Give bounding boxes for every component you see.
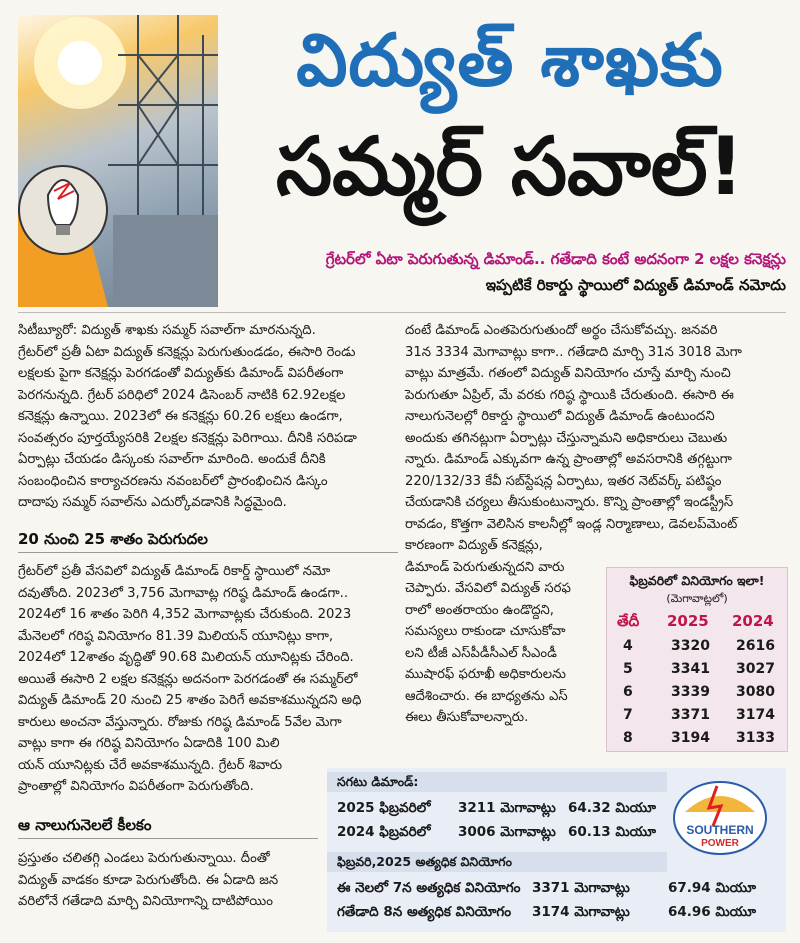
stat-mu: 64.96 మియూ [668,904,757,920]
text-line: నాలుగునెలల్లో రికార్డు స్థాయిలో విద్యుత్ డిమాండ్ ఉంటుందని [405,409,715,424]
table-cell: 3320 [671,638,710,654]
text-line: సిటీబ్యూరో: విద్యుత్ శాఖకు సమ్మర్ సవాల్‌గా మారనున్నది. [18,323,316,338]
right-paragraph-1 [405,320,786,535]
text-line: రావడం, కొత్తగా వెలిసిన కాలనీల్లో ఇండ్ల నిర్మాణాలు, డెవలప్‌మెంట్ [405,516,738,532]
text-line: పెరుగుతూ ఏప్రిల్, మే వరకు గరిష్ఠ స్థాయికి చేరుతుంది. ఈసారి ఈ [405,387,734,403]
table-cell: 2616 [736,638,775,654]
subheadline-2: ఇప్పటికే రికార్డు స్థాయిలో విద్యుత్ డిమాండ్ నమోదు [485,276,786,294]
southern-power-logo [665,778,775,858]
text-line: గ్రేటర్‌లో ప్రతీ ఏటా విద్యుత్ కనెక్షన్లు పెరుగుతుండడం, ఈసారి రెండు [18,344,356,360]
text-line: దంటే డిమాండ్ ఎంతపెరుగుతుందో అర్థం చేసుకోవచ్చు. జనవరి [405,323,718,338]
table-cell: 3194 [671,730,710,746]
text-line: దవుతోంది. 2023లో 3,756 మెగావాట్ల గరిష్ఠ డిమాండ్ ఉండగా.. [18,585,349,601]
text-line: కనెక్షన్లు ఉన్నాయి. 2023లో ఈ కనెక్షన్లు 60.26 లక్షలు ఉండగా, [18,409,343,424]
subheadline-1: గ్రేటర్‌లో ఏటా పెరుగుతున్న డిమాండ్.. గతేడాది కంటే అదనంగా 2 లక్షల కనెక్షన్లు [325,250,786,268]
text-line: 220/132/33 కేవీ సబ్‌స్టేషన్ల ఏర్పాటు, ఇతర నెట్‌వర్క్ పటిష్ఠం [405,473,722,489]
text-line: పెరగనున్నది. గ్రేటర్ పరిధిలో 2024 డిసెంబర్ నాటికి 62.92లక్షల [18,387,346,403]
stat-mw: 3174 మెగావాట్లు [532,904,630,920]
text-line: కారులు అంచనా వేస్తున్నారు. రోజుకు గరిష్ఠ డిమాండ్ 5వేల మెగా [18,714,342,730]
peak-usage-title: ఫిబ్రవరి,2025 అత్యధిక వినియోగం [327,852,667,872]
february-usage-table [606,567,788,752]
table-cell: 3027 [736,661,775,677]
text-line: ప్రస్తుతం చలితగ్గి ఎండలు పెరుగుతున్నాయి. దీంతో [18,851,270,866]
table-cell: 3174 [736,707,775,723]
stat-label: గతేడాది 8న అత్యధిక వినియోగం [337,904,512,920]
text-line: ఈలు తీసుకోవాలన్నారు. [405,710,529,725]
table-header-2025: 2025 [667,612,709,630]
text-line: వాట్లు కాగా ఈ గరిష్ఠ వినియోగం ఏడాదికి 100 మిలి [18,736,280,751]
text-line: చేయడానికి చర్యలు తీసుకుంటున్నారు. కొన్ని ప్రాంతాల్లో ఇండస్ట్రీస్ [405,495,734,510]
table-cell: 3339 [671,684,710,700]
stat-mu: 67.94 మియూ [668,880,757,896]
text-line: సమస్యలు రాకుండా చూసుకోవా [405,624,566,639]
section-underline [18,838,318,839]
table-cell: 5 [623,661,633,677]
text-line: విద్యుత్ డిమాండ్ 20 నుంచి 25 శాతం పెరిగే అవకాశమున్నదని అధి [18,693,362,708]
text-line: సంవత్సరం పూర్తయ్యేసరికి 2లక్షల కనెక్షన్లు పెరిగాయి. దీనికి సరిపడా [18,430,357,446]
headline-line2: సమ్మర్ సవాల్! [275,120,745,213]
table-cell: 4 [623,638,633,654]
text-line: 2024లో 16 శాతం పెరిగి 4,352 మెగావాట్లకు చేరుకుంది. 2023 [18,607,352,622]
table-header-date: తేదీ [617,612,640,630]
stat-mw: 3371 మెగావాట్లు [532,880,630,896]
text-line: డిమాండ్ పెరుగుతున్నదని వారు [405,559,565,575]
text-line: ఆదేశించారు. ఈ బాధ్యతను ఎస్ [405,688,568,704]
left-paragraph-1 [18,320,398,514]
logo-text-1: SOUTHERN [686,823,754,837]
text-line: 31న 3334 మెగావాట్లు కాగా.. గతేడాది మార్చి 31న 3018 మెగా [405,344,742,360]
table-cell: 6 [623,684,633,700]
text-line: లక్షలకు పైగా కనెక్షన్లు పెరగడంతో విద్యుత్‌కు డిమాండ్ విపరీతంగా [18,366,344,381]
stat-mw: 3006 మెగావాట్లు [458,824,556,840]
stat-label: 2025 ఫిబ్రవరిలో [337,800,431,816]
text-line: ముషారఫ్ ఫరూఖీ అధికారులను [405,667,566,682]
headline-line1: విద్యుత్ శాఖకు [296,18,724,102]
table-cell: 8 [623,730,633,746]
table-title: ఫిబ్రవరిలో వినియోగం ఇలా! [629,573,765,588]
stat-mu: 60.13 మియూ [568,824,657,840]
text-line: కారణంగా విద్యుత్ కనెక్షన్లు, [405,538,543,553]
table-unit: (మెగావాట్లలో) [666,592,728,605]
text-line: అందుకు తగినట్లుగా ఏర్పాట్లు చేస్తున్నామని అధికారులు చెబుతు [405,430,728,446]
table-cell: 3371 [671,707,710,723]
stat-label: ఈ నెలలో 7న అత్యధిక వినియోగం [337,880,521,896]
text-line: విద్యుత్ వాడకం కూడా పెరుగుతోంది. ఈ ఏడాది జన [18,872,279,888]
stat-mw: 3211 మెగావాట్లు [458,800,556,816]
stat-label: 2024 ఫిబ్రవరిలో [337,824,431,840]
text-line: గ్రేటర్‌లో ప్రతీ వేసవిలో విద్యుత్ డిమాండ్ రికార్డ్ స్థాయిలో నమో [18,564,331,579]
text-line: అయితే ఈసారి 2 లక్షల కనెక్షన్లు అదనంగా పెరగడంతో ఈ సమ్మర్‌లో [18,671,358,687]
section-heading-2: ఆ నాలుగునెలలే కీలకం [18,816,152,834]
table-cell: 7 [623,707,633,723]
stat-mu: 64.32 మియూ [568,800,657,816]
text-line: లని టీజీ ఎస్‌పీడీసీఎల్ సీఎండీ [405,645,557,661]
substation-photo [18,15,218,307]
right-paragraph-2 [405,535,600,729]
text-line: చెప్పారు. వేసవిలో విద్యుత్ సరఫ [405,581,571,596]
text-line: సంబంధించిన కార్యాచరణను నవంబర్‌లో ప్రారంభించిన డిస్కం [18,473,328,489]
text-line: రాలో అంతరాయం ఉండొద్దని, [405,602,554,618]
text-line: ఏర్పాట్లు చేయడం డిస్కంకు సవాల్‌గా మారింది. అందుకే దీనికి [18,452,326,467]
text-line: వాట్లు మాత్రమే. గతంలో విద్యుత్ వినియోగం చూస్తే మార్చి నుంచి [405,366,731,381]
text-line: న్నారు. డిమాండ్ ఎక్కువగా ఉన్న ప్రాంతాల్లో అవసరానికి తగ్గట్టుగా [405,452,732,467]
section-underline [18,552,398,553]
text-line: వరిలోనే గతేడాది మార్చి వినియోగాన్ని దాటిపోయిం [18,894,273,909]
logo-text-2: POWER [701,838,739,849]
left-paragraph-2 [18,561,398,798]
left-paragraph-3 [18,848,318,913]
table-cell: 3133 [736,730,775,746]
text-line: దాదాపు సమ్మర్ సవాల్‌ను ఎదుర్కోవడానికి సిద్ధమైంది. [18,495,287,510]
table-cell: 3341 [671,661,710,677]
divider [18,312,786,313]
text-line: 2024లో 12శాతం వృద్ధితో 90.68 మిలియన్ యూనిట్లకు చేరింది. [18,650,354,665]
table-header-2024: 2024 [732,612,774,630]
table-cell: 3080 [736,684,775,700]
text-line: యన్ యూనిట్లకు చేరే అవకాశమున్నది. గ్రేటర్ శివారు [18,757,283,773]
avg-demand-title: సగటు డిమాండ్: [327,772,667,792]
text-line: ప్రాంతాల్లో వినియోగం విపరీతంగా పెరుగుతోంది. [18,779,254,794]
section-heading-1: 20 నుంచి 25 శాతం పెరుగుదల [18,530,208,548]
text-line: మేనెలలో గరిష్ఠ వినియోగం 81.39 మిలియన్ యూనిట్లు కాగా, [18,628,334,644]
